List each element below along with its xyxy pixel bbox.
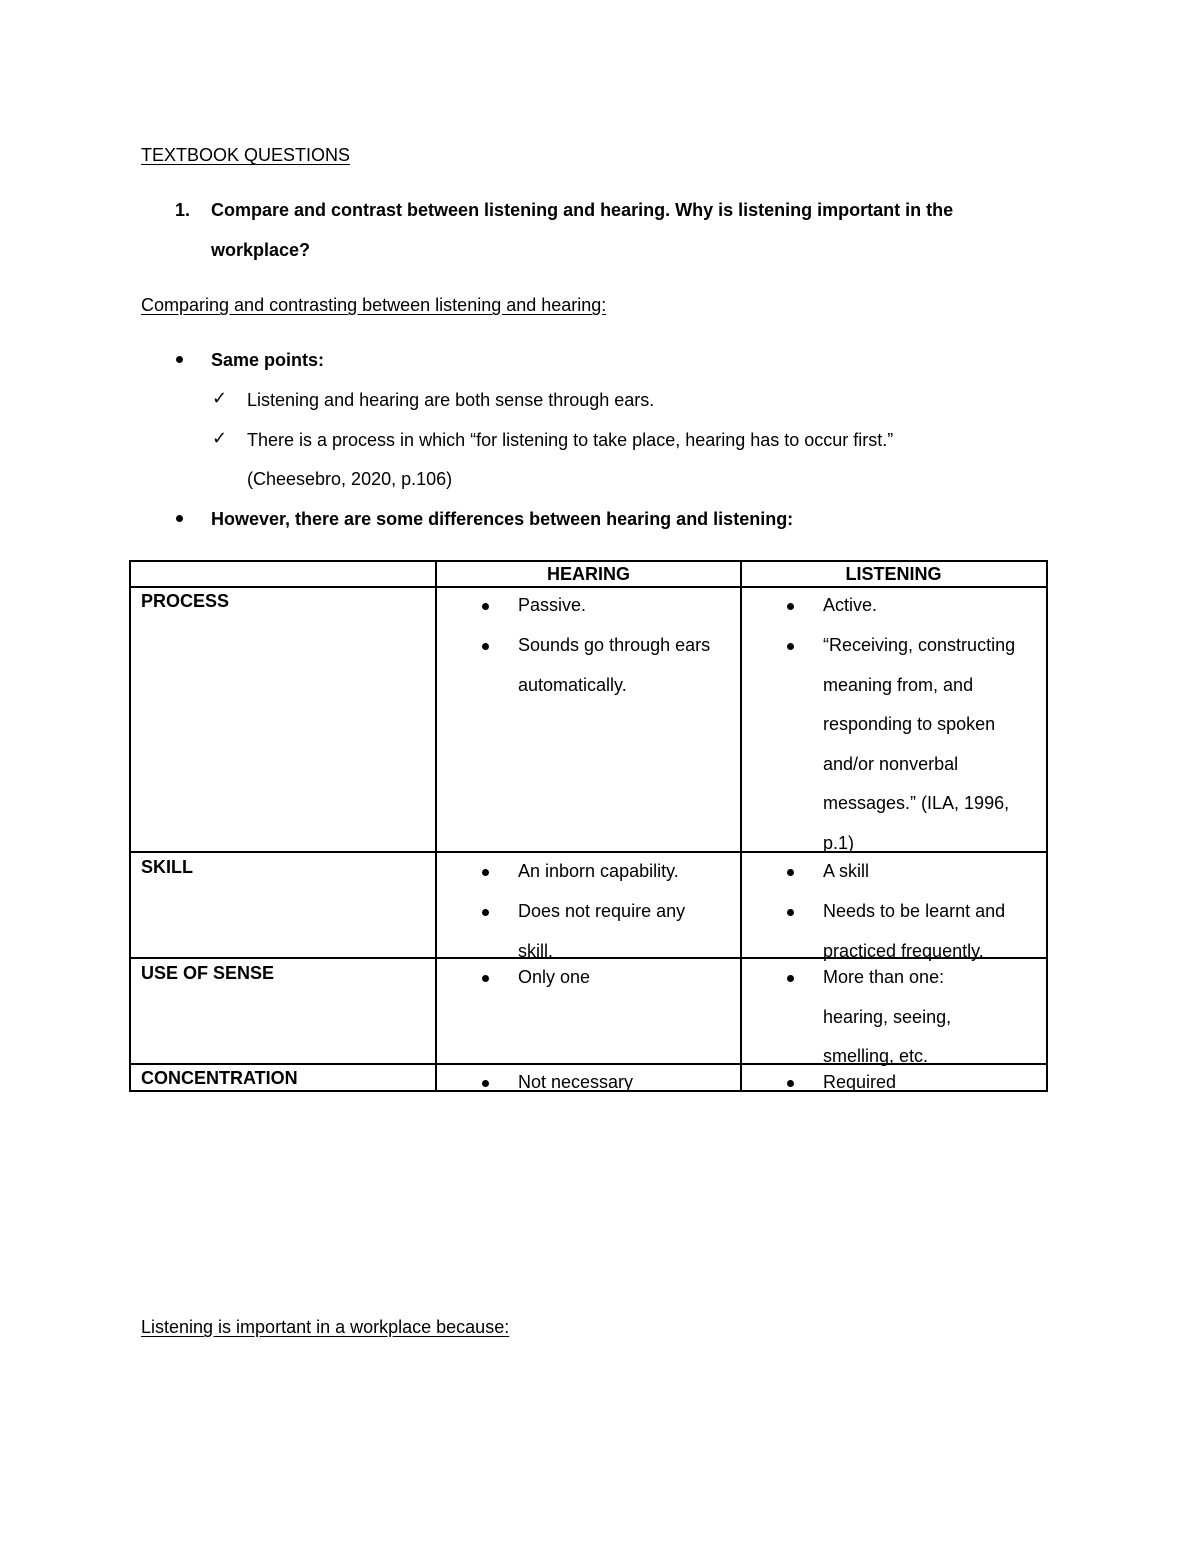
cell-text: automatically.	[518, 674, 627, 695]
section-heading-compare: Comparing and contrasting between listening and hearing:	[141, 295, 607, 315]
row-label-skill: SKILL	[141, 857, 193, 877]
section-heading-importance: Listening is important in a workplace because:	[141, 1317, 510, 1337]
table-border	[740, 560, 742, 1092]
cell-text: responding to spoken	[823, 714, 996, 735]
table-border	[1046, 560, 1048, 1092]
cell-text: Required	[823, 1072, 897, 1092]
bullet-icon	[482, 869, 489, 876]
cell-text: practiced frequently.	[823, 940, 984, 961]
bullet-icon	[176, 356, 183, 363]
question-text-line-1: Compare and contrast between listening and hearing. Why is listening important in the	[211, 200, 954, 220]
cell-text: “Receiving, constructing	[823, 635, 1016, 655]
document-title: TEXTBOOK QUESTIONS	[141, 145, 351, 165]
bullet-icon	[482, 975, 489, 982]
cell-text: A skill	[823, 861, 870, 881]
table-header-hearing: HEARING	[546, 564, 630, 584]
question-number: 1.	[175, 200, 191, 220]
bullet-icon	[176, 515, 183, 522]
row-label-concentration: CONCENTRATION	[141, 1068, 298, 1088]
same-point-item: There is a process in which “for listening to take place, hearing has to occur first.”	[247, 430, 894, 450]
table-border	[129, 560, 131, 1092]
cell-text: Not necessary	[518, 1072, 634, 1092]
bullet-icon	[787, 869, 794, 876]
checkmark-icon: ✓	[212, 388, 228, 409]
cell-text: and/or nonverbal	[823, 753, 959, 774]
bullet-icon	[482, 909, 489, 916]
table-header-listening: LISTENING	[845, 564, 942, 584]
row-label-process: PROCESS	[141, 591, 230, 611]
bullet-icon	[787, 975, 794, 982]
bullet-icon	[482, 603, 489, 610]
same-point-item: Listening and hearing are both sense through ears.	[247, 390, 655, 410]
bullet-icon	[787, 643, 794, 650]
table-border	[129, 586, 1048, 588]
bullet-icon	[482, 643, 489, 650]
same-point-citation: (Cheesebro, 2020, p.106)	[247, 469, 453, 489]
bullet-icon	[787, 603, 794, 610]
cell-text: Passive.	[518, 595, 587, 615]
cell-text: smelling, etc.	[823, 1046, 929, 1067]
differences-heading: However, there are some differences between hearing and listening:	[211, 509, 794, 529]
cell-text: An inborn capability.	[518, 861, 679, 881]
cell-text: p.1)	[823, 833, 855, 853]
bullet-icon	[787, 1080, 794, 1087]
cell-text: hearing, seeing,	[823, 1006, 952, 1027]
cell-text: More than one:	[823, 967, 945, 987]
cell-text: meaning from, and	[823, 674, 974, 695]
cell-text: Needs to be learnt and	[823, 901, 1006, 921]
table-border	[435, 560, 437, 1092]
cell-text: Does not require any	[518, 901, 686, 921]
question-text-line-2: workplace?	[211, 240, 311, 260]
cell-text: Sounds go through ears	[518, 635, 711, 655]
table-border	[129, 560, 1048, 562]
cell-text: Active.	[823, 595, 878, 615]
bullet-icon	[482, 1080, 489, 1087]
row-label-use-of-sense: USE OF SENSE	[141, 963, 275, 983]
same-points-heading: Same points:	[211, 350, 325, 370]
cell-text: messages.” (ILA, 1996,	[823, 793, 1010, 814]
checkmark-icon: ✓	[212, 428, 228, 449]
comparison-table	[129, 560, 1048, 1092]
cell-text: skill.	[518, 940, 553, 961]
cell-text: Only one	[518, 967, 591, 987]
bullet-icon	[787, 909, 794, 916]
